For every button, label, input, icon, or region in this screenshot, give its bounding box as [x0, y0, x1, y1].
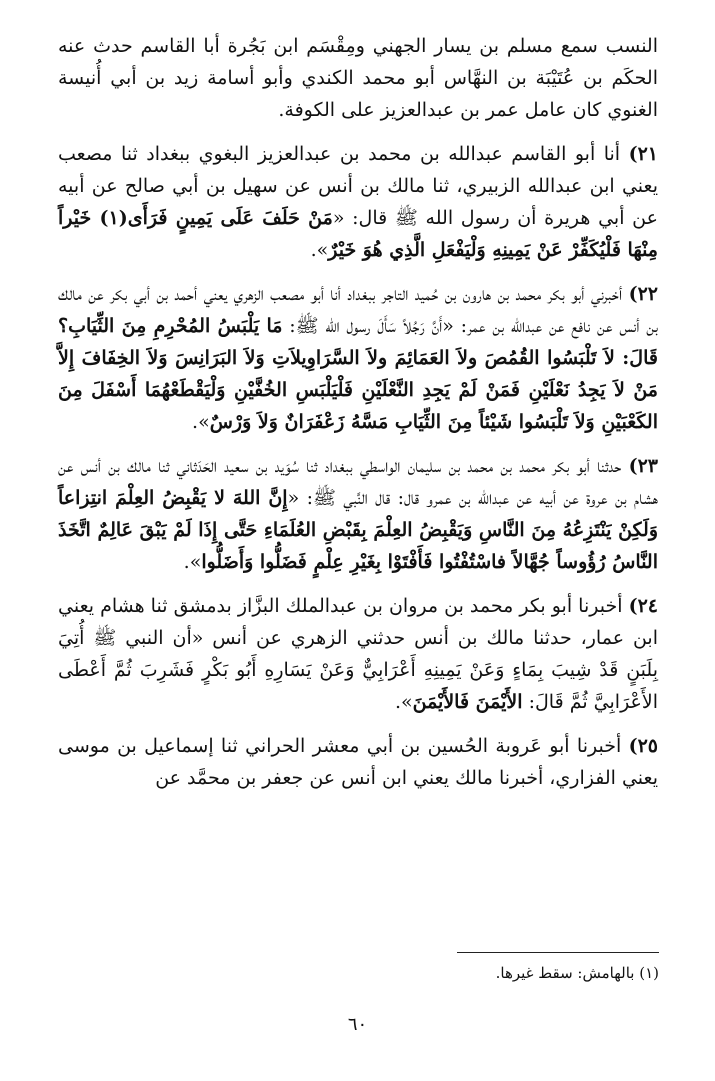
- paragraph-21: [58, 138, 658, 266]
- footnote: (١) بالهامش: سقط غيرها.: [495, 964, 659, 982]
- paragraph-intro: [58, 30, 658, 126]
- hadith-text: مَا يَلْبَسُ المُحْرِمِ مِنَ الثِّيَابِ؟ قَالَ: لاَ تَلْبَسُوا القُمُصَ ولاَ العَمَائِمَ ولاَ السَّرَاوِيلاَتِ وَلاَ البَرَانِسَ وَلاَ الخِفَافَ إِلاَّ مَنْ لاَ يَجِدُ نَعْلَيْنِ فَمَنْ لَمْ يَجِدِ النَّعْلَيْنِ فَلْيَلْبَسِ الخُفَّيْنِ وَلْيَقْطَعْهُمَا أَسْفَلَ مِنَ الكَعْبَيْنِ وَلاَ تَلْبَسُوا شَيْئاً مِنَ الثِّيَابِ مَسَّهُ زَعْفَرَانٌ وَلاَ وَرْسٌ: [58, 315, 658, 433]
- isnad-text: أخبرني أبو بكر محمد بن هارون بن حُميد التاجر ببغداد أنا أبو مصعب الزهري يعني أحمد بن أبي بكر عن مالك بن أنس عن نافع عن عبدالله بن عمر: «أَنَّ رَجُلاً سَأَلَ رسول الله ﷺ:: [58, 283, 658, 337]
- hadith-number: ٢١): [628, 143, 658, 165]
- hadith-text: إِنَّ اللهَ لا يَقْبِضُ العِلْمَ انتِزاعاً وَلَكِنْ يَنْتَزِعُهُ مِنَ النَّاسِ وَيَقْبِضُ العِلْمَ بِقَبْضِ العُلَمَاءِ حَتَّى إِذَا لَمْ يَبْقَ عَالِمٌ اتَّخَذَ النَّاسُ رُؤُوساً جُهَّالاً فاسْتُفْتُوا فَأَفْتَوْا بِغَيْرِ عِلْمٍ فَضَلُّوا وَأَضَلُّوا: [58, 487, 658, 573]
- closing-quote: ».: [310, 239, 329, 261]
- paragraph-24: [58, 590, 658, 718]
- isnad-text: أخبرنا أبو عَروبة الحُسين بن أبي معشر الحراني ثنا إسماعيل بن موسى يعني الفزاري، أخبرنا مالك يعني ابن أنس عن جعفر بن محمَّد عن: [58, 735, 658, 789]
- page-body: [58, 30, 658, 794]
- hadith-number: ٢٢): [628, 283, 658, 305]
- closing-quote: ».: [183, 551, 202, 573]
- hadith-number: ٢٣): [628, 455, 658, 477]
- hadith-text: الأَيْمَنَ فَالأَيْمَنَ: [412, 691, 523, 713]
- closing-quote: ».: [192, 411, 210, 433]
- hadith-number: ٢٥): [628, 735, 658, 757]
- page-number: ٦٠: [347, 1014, 368, 1035]
- paragraph-22: [58, 278, 658, 438]
- isnad-text: حدثنا أبو بكر محمد بن محمد بن سليمان الواسطي ببغداد ثنا سُوَيد بن سعيد الحَدَثاني ثنا مالك بن أنس عن هشام بن عروة عن أبيه عن عبدالله بن عمرو قال: قال النَّبي ﷺ: «: [58, 455, 659, 509]
- isnad-text: أخبرنا أبو بكر محمد بن مروان بن عبدالملك البزَّاز بدمشق ثنا هشام يعني ابن عمار، حدثنا مالك بن أنس حدثني الزهري عن أنس «أن النبي ﷺ أُتِيَ بِلَبَنٍ قَدْ شِيبَ بِمَاءٍ وَعَنْ يَمِينِهِ أَعْرَابِيٌّ وَعَنْ يَسَارِهِ أَبُو بَكْرٍ فَشَرِبَ ثُمَّ أَعْطَى الأَعْرَابِيَّ ثُمَّ قَالَ:: [58, 595, 658, 713]
- paragraph-text: النسب سمع مسلم بن يسار الجهني ومِقْسَم ابن بَجُرة أبا القاسم حدث عنه الحكَم بن عُتَيْبَة بن النهَّاس أبو محمد الكندي وأبو أسامة زيد بن أبي أُنيسة الغنوي كان عامل عمر بن عبدالعزيز على الكوفة.: [58, 35, 658, 121]
- paragraph-25: [58, 730, 658, 794]
- hadith-number: ٢٤): [628, 595, 658, 617]
- isnad-text: أنا أبو القاسم عبدالله بن محمد بن عبدالعزيز البغوي ببغداد ثنا مصعب يعني ابن عبدالله الزبيري، ثنا مالك بن أنس عن سهيل بن أبي صالح عن أبيه عن أبي هريرة أن رسول الله ﷺ قال: «: [58, 143, 658, 229]
- footnote-divider: [457, 952, 659, 953]
- closing-quote: ».: [394, 691, 413, 713]
- hadith-text: مَنْ حَلَفَ عَلَى يَمِينٍ فَرَأَى(١) خَيْراً مِنْهَا فَلْيُكَفِّرْ عَنْ يَمِينِهِ وَلْيَفْعَلِ الَّذِي هُوَ خَيْرٌ: [58, 207, 658, 261]
- paragraph-23: [58, 450, 658, 578]
